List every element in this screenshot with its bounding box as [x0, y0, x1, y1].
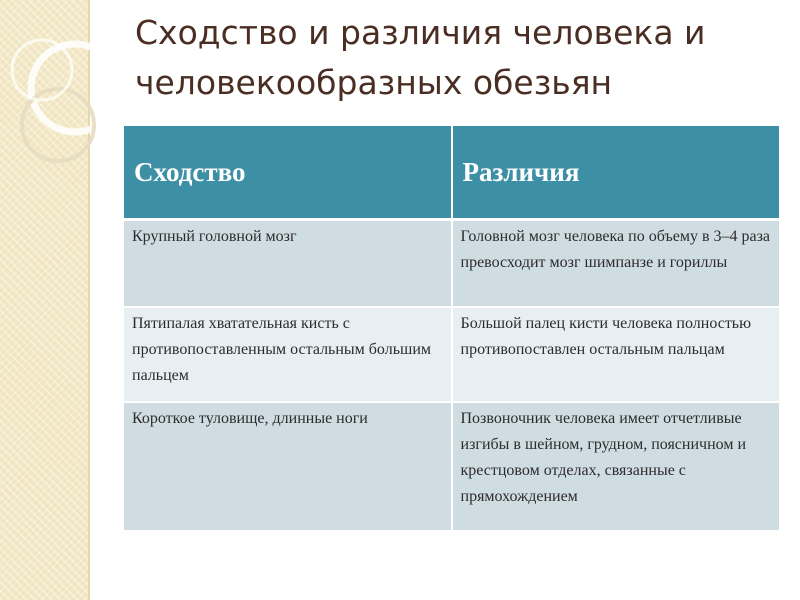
- decorative-side-strip: [0, 0, 90, 600]
- table-cell-difference: Головной мозг человека по объему в 3–4 раза превосходит мозг шимпанзе и гориллы: [452, 220, 780, 307]
- table-row: [124, 220, 779, 307]
- header-similarities: Сходство: [124, 126, 452, 220]
- table-row: [124, 307, 779, 402]
- comparison-table: [124, 126, 779, 530]
- table-cell-difference: Большой палец кисти человека полностью противопоставлен остальным пальцам: [452, 307, 780, 402]
- table-cell-difference: Позвоночник человека имеет отчетливые изгибы в шейном, грудном, поясничном и крестцовом отделах, связанные с прямохождением: [452, 402, 780, 530]
- table-row: [124, 402, 779, 530]
- slide-title: [135, 8, 775, 108]
- table-cell-similarity: Крупный головной мозг: [124, 220, 452, 307]
- slide-title-line-1: Сходство и различия человека и: [135, 13, 706, 52]
- table-cell-similarity: Короткое туловище, длинные ноги: [124, 402, 452, 530]
- slide-title-line-2: человекообразных обезьян: [135, 63, 613, 102]
- table-cell-similarity: Пятипалая хватательная кисть с противопоставленным остальным большим пальцем: [124, 307, 452, 402]
- table-header-row: [124, 126, 779, 220]
- header-differences: Различия: [452, 126, 780, 220]
